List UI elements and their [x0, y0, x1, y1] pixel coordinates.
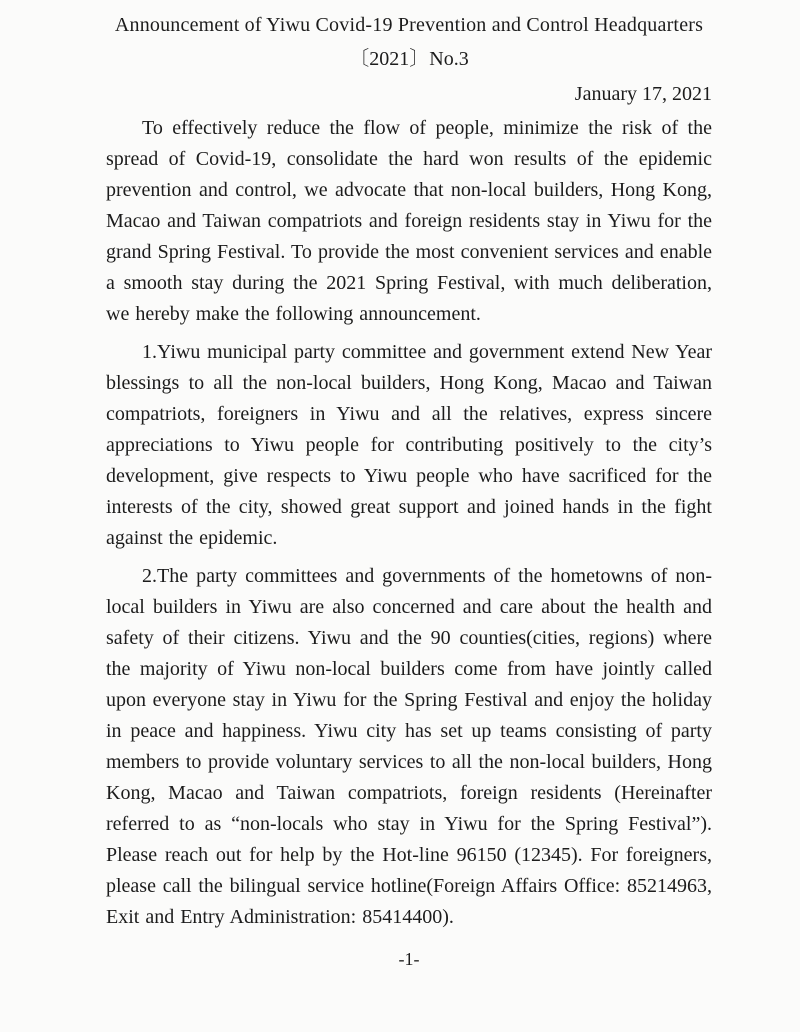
page-number: -1- [398, 949, 420, 969]
document-date: January 17, 2021 [574, 83, 712, 105]
paragraph: To effectively reduce the flow of people, minimize the risk of the spread of Covid-19, consolidate the hard won results of the epidemic prevention and control, we advocate that non-local builders, Hong Kong, Macao and Taiwan compatriots and foreign residents stay in Yiwu for the grand Spring Festival. To provide the most convenient services and enable a smooth stay during the 2021 Spring Festival, with much deliberation, we hereby make the following announcement. [106, 117, 712, 325]
document-title: Announcement of Yiwu Covid-19 Prevention and Control Headquarters [114, 14, 704, 36]
document-number: 〔2021〕No.3 [349, 48, 469, 70]
paragraph: 1.Yiwu municipal party committee and government extend New Year blessings to all the non-local builders, Hong Kong, Macao and Taiwan compatriots, foreigners in Yiwu and all the relatives, express sincere appreciations to Yiwu people for contributing positively to the city’s development, give respects to Yiwu people who have sacrificed for the interests of the city, showed great support and joined hands in the fight against the epidemic. [106, 341, 712, 549]
paragraph: 2.The party committees and governments of the hometowns of non-local builders in Yiwu are also concerned and care about the health and safety of their citizens. Yiwu and the 90 counties(cities, regions) where the majority of Yiwu non-local builders come from have jointly called upon everyone stay in Yiwu for the Spring Festival and enjoy the holiday in peace and happiness. Yiwu city has set up teams consisting of party members to provide voluntary services to all the non-local builders, Hong Kong, Macao and Taiwan compatriots, foreign residents (Hereinafter referred to as “non-locals who stay in Yiwu for the Spring Festival”). Please reach out for help by the Hot-line 96150 (12345). For foreigners, please call the bilingual service hotline(Foreign Affairs Office: 85214963, Exit and Entry Administration: 85414400). [106, 565, 712, 928]
document-body [106, 113, 712, 933]
